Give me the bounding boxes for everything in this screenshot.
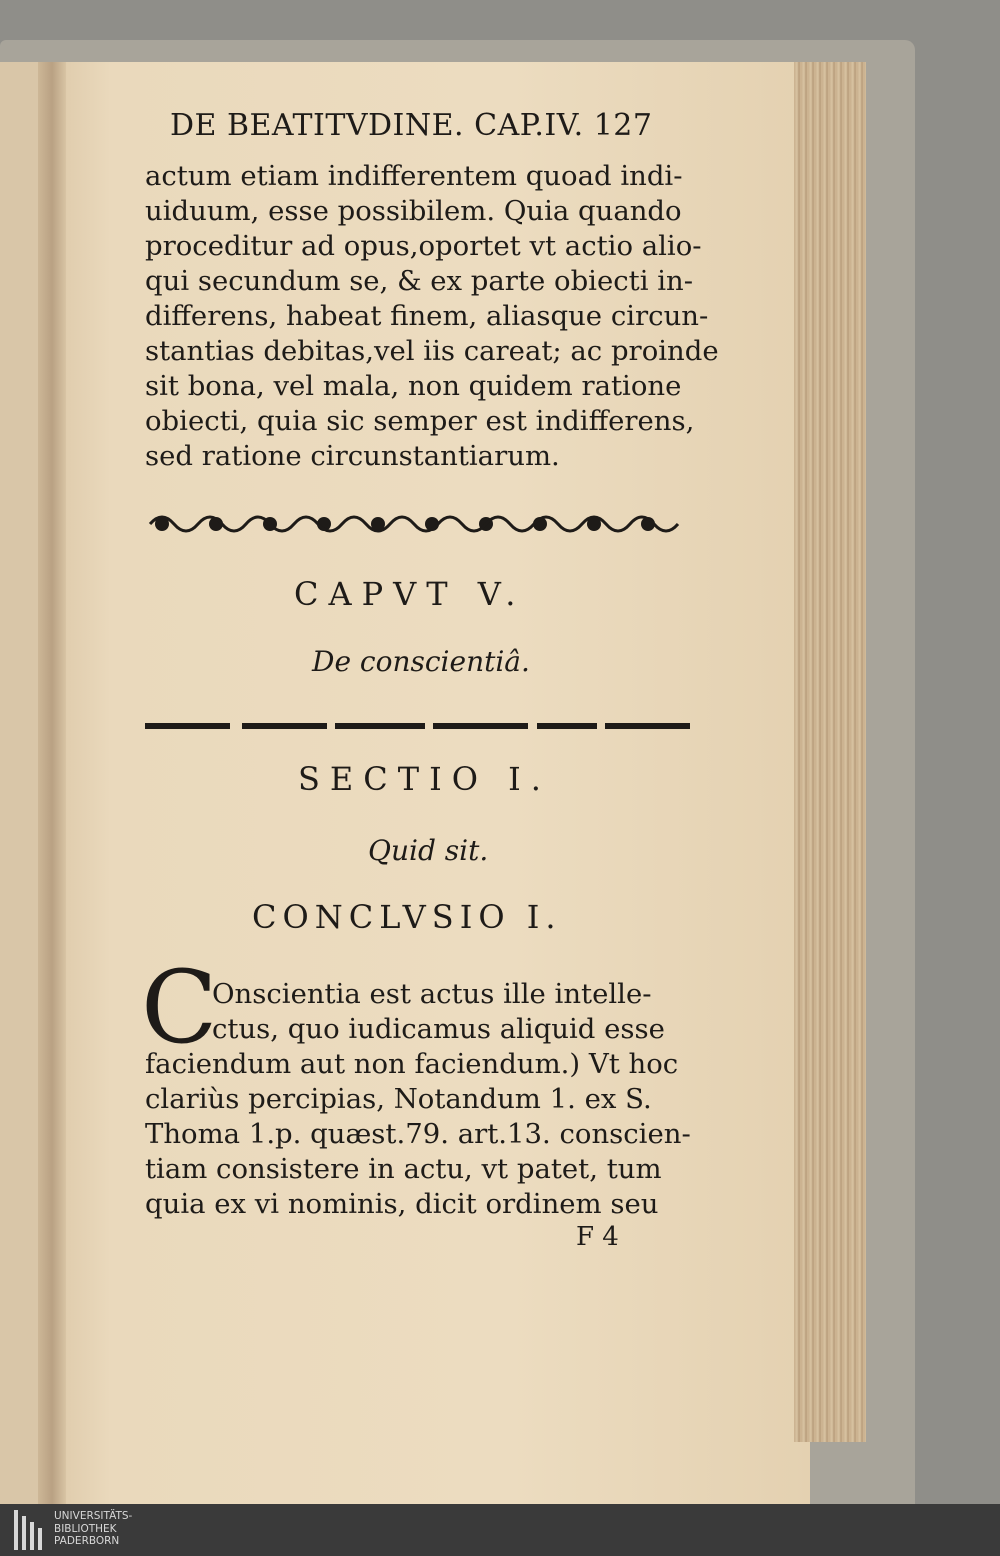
- body-line: Thoma 1.p. quæst.79. art.13. conscien-: [145, 1118, 691, 1150]
- body-line: Onscientia est actus ille intelle-: [212, 978, 652, 1010]
- paragraph-line: qui secundum se, & ex parte obiecti in-: [145, 265, 694, 297]
- divider-rule: [145, 722, 690, 730]
- institution-line: PADERBORN: [54, 1535, 120, 1547]
- section-subtitle: Quid sit.: [368, 834, 489, 867]
- chapter-subtitle: De conscientiâ.: [312, 645, 530, 678]
- body-line: ctus, quo iudicamus aliquid esse: [212, 1013, 665, 1045]
- institution-name: [54, 1510, 132, 1548]
- institution-line: UNIVERSITÄTS-: [54, 1510, 133, 1522]
- page-edges: [794, 62, 866, 1442]
- conclusion-heading: CONCLVSIO I.: [252, 898, 562, 936]
- institution-line: BIBLIOTHEK: [54, 1522, 117, 1535]
- paragraph-line: obiecti, quia sic semper est indifferens,: [145, 405, 695, 437]
- library-logo-icon: [14, 1510, 44, 1550]
- paragraph-line: sit bona, vel mala, non quidem ratione: [145, 370, 682, 402]
- book-gutter: [38, 62, 66, 1504]
- ornament-band: [148, 510, 688, 538]
- paragraph-line: uiduum, esse possibilem. Quia quando: [145, 195, 682, 227]
- footer-bar: [0, 1504, 1000, 1556]
- paragraph-line: actum etiam indifferentem quoad indi-: [145, 160, 683, 192]
- section-heading: SECTIO I.: [298, 760, 551, 798]
- body-line: clariùs percipias, Notandum 1. ex S.: [145, 1083, 652, 1115]
- paragraph-line: stantias debitas,vel iis careat; ac proinde: [145, 335, 719, 367]
- body-line: tiam consistere in actu, vt patet, tum: [145, 1153, 662, 1185]
- paragraph-line: differens, habeat finem, aliasque circun-: [145, 300, 709, 332]
- paragraph-line: sed ratione circunstantiarum.: [145, 440, 560, 472]
- chapter-heading: CAPVT V.: [294, 575, 526, 613]
- running-head: DE BEATITVDINE. CAP.IV. 127: [170, 108, 653, 143]
- signature-mark: F 4: [576, 1222, 619, 1252]
- paragraph-line: proceditur ad opus,oportet vt actio alio-: [145, 230, 702, 262]
- drop-cap: C: [141, 949, 218, 1066]
- body-line: quia ex vi nominis, dicit ordinem seu: [145, 1188, 659, 1220]
- body-line: faciendum aut non faciendum.) Vt hoc: [145, 1048, 679, 1080]
